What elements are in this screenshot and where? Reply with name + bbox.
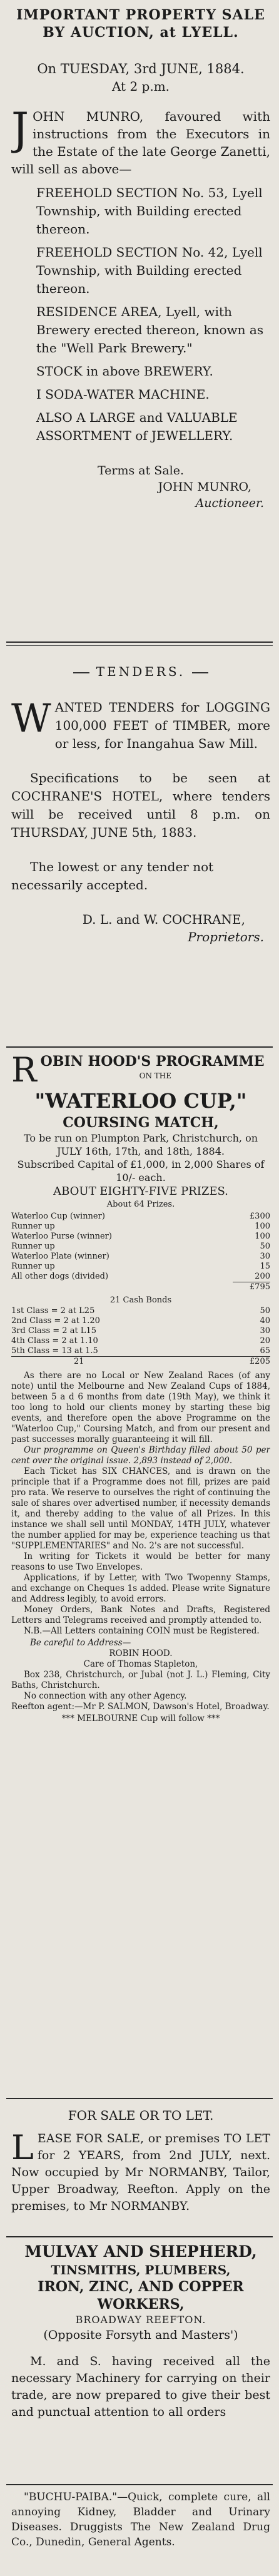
table-row	[11, 1336, 270, 1346]
mulvay-shepherd-ad	[11, 2242, 270, 2480]
bond-amount: 65	[260, 1346, 270, 1356]
dates-line: JULY 16th, 17th, and 18th, 1884.	[57, 1145, 225, 1157]
divider	[6, 1046, 273, 1048]
waterloo-cup-title: "WATERLOO CUP,"	[34, 1089, 247, 1113]
lot-item: FREEHOLD SECTION No. 42, Lyell Township, with Building erected thereon.	[36, 245, 263, 296]
prize-amount: £300	[249, 1212, 270, 1221]
bond-amount: 50	[260, 1306, 270, 1316]
table-row	[11, 1232, 270, 1242]
rule-right	[192, 672, 208, 673]
on-the-label: ON THE	[139, 1071, 172, 1080]
tenders-notice: The lowest or any tender not necessarily accepted.	[11, 859, 214, 892]
prize-table	[11, 1212, 270, 1292]
bond-label: 4th Class = 2 at 1.10	[11, 1336, 98, 1346]
prize-total: £795	[233, 1282, 270, 1293]
tenders-body-text: ANTED TENDERS for LOGGING 100,000 FEET of TIMBER, more or less, for Inangahua Saw Mill.	[54, 700, 270, 751]
prize-amount: 100	[255, 1232, 270, 1241]
auctioneer-title: Auctioneer.	[195, 496, 264, 510]
mulvay-body: M. and S. having received all the necessary Machinery for carrying on their trade, are now prepared to give their best and punctual attention to all orders	[11, 2354, 270, 2419]
lot-item: I SODA-WATER MACHINE.	[36, 387, 210, 402]
prize-amount: 15	[260, 1262, 270, 1271]
rule-left	[73, 672, 89, 673]
capital-line: Subscribed Capital of £1,000, in 2,000 Shares of 10/- each.	[17, 1158, 265, 1183]
table-row	[11, 1222, 270, 1232]
buchu-paiba-ad	[11, 2490, 270, 2575]
for-sale-ad	[11, 2107, 270, 2232]
lot-list	[11, 184, 270, 445]
dropcap-w: W	[11, 695, 51, 741]
mulvay-title: MULVAY AND SHEPHERD,	[24, 2242, 257, 2261]
robin-hood-ad	[11, 1053, 270, 1885]
dropcap-r: R	[11, 1053, 37, 1090]
prize-label: Runner up	[11, 1222, 55, 1231]
tenders-body	[11, 695, 270, 753]
sale-time: At 2 p.m.	[111, 79, 170, 94]
bond-label: 2nd Class = 2 at 1.20	[11, 1316, 100, 1326]
sale-date: On TUESDAY, 3rd JUNE, 1884.	[37, 61, 245, 76]
bond-amount: 20	[260, 1336, 270, 1346]
paragraph: Money Orders, Bank Notes and Drafts, Registered Letters and Telegrams received and promptly attended to.	[11, 1605, 270, 1625]
table-row	[11, 1316, 270, 1326]
programme-text	[11, 1371, 270, 1724]
prize-label: Waterloo Cup (winner)	[11, 1212, 105, 1221]
table-row	[11, 1272, 270, 1282]
melbourne-line: *** MELBOURNE Cup will follow ***	[61, 1714, 220, 1724]
table-row	[11, 1212, 270, 1222]
mulvay-location: BROADWAY REEFTON.	[75, 2314, 206, 2326]
table-row	[11, 1252, 270, 1262]
paragraph: In writing for Tickets it would be better for many reasons to use Two Envelopes.	[11, 1551, 270, 1572]
paragraph: As there are no Local or New Zealand Races (of any note) until the Melbourne and New Zealand Cups of 1884, between 5 a d 6 months from date (19th May), we think it too long to hold our clients money by starting these big events, and therefore open the above Programme on the "Waterloo Cup," Coursing Match, and from our present and past successes morally guaranteeing it will fill.	[11, 1371, 270, 1444]
paragraph: N.B.—All Letters containing COIN must be Registered.	[24, 1626, 260, 1636]
for-sale-body-text: EASE FOR SALE, or premises TO LET for 2 YEARS, from 2nd JULY, next. Now occupied by Mr NORMANBY, Tailor, Upper Broadway, Reefton. Apply on the premises, to Mr NORMANBY.	[11, 2132, 270, 2213]
prizes-sub: About 64 Prizes.	[106, 1200, 175, 1209]
for-sale-body	[11, 2130, 270, 2215]
table-row	[11, 1306, 270, 1316]
prize-amount: 100	[255, 1222, 270, 1231]
table-row	[11, 1346, 270, 1357]
paragraph: Our programme on Queen's Birthday filled about 50 per cent over the original issue. 2,893 instead of 2,000.	[11, 1445, 270, 1466]
divider	[6, 645, 273, 646]
dropcap-j: J	[11, 103, 29, 155]
table-row	[11, 1242, 270, 1252]
address-line: Box 238, Christchurch, or Jubal (not J. L.) Fleming, City Baths, Christchurch.	[11, 1670, 270, 1690]
paragraph: Applications, if by Letter, with Two Twopenny Stamps, and exchange on Cheques 1s added. Please write Signature and Address legibly, to avoid errors.	[11, 1573, 270, 1604]
table-row	[11, 1262, 270, 1272]
prize-label: All other dogs (divided)	[11, 1272, 109, 1282]
tenders-heading-text: TENDERS.	[96, 664, 186, 679]
prize-label: Waterloo Purse (winner)	[11, 1232, 112, 1241]
prize-label: Waterloo Plate (winner)	[11, 1252, 109, 1261]
tenders-specs: Specifications to be seen at COCHRANE'S HOTEL, where tenders will be received until 8 p.m. on THURSDAY, JUNE 5th, 1883.	[11, 770, 270, 840]
mulvay-sub: WORKERS,	[97, 2296, 185, 2313]
lot-item: FREEHOLD SECTION No. 53, Lyell Township, with Building erected thereon.	[36, 185, 263, 237]
property-sale-headline: IMPORTANT PROPERTY SALE BY AUCTION, at LYELL.	[16, 7, 265, 41]
tenders-signature-title: Proprietors.	[188, 929, 264, 944]
mulvay-opposite: (Opposite Forsyth and Masters')	[43, 2328, 238, 2342]
bond-label: 5th Class = 13 at 1.5	[11, 1346, 98, 1356]
be-careful-line: Be careful to Address—	[30, 1638, 131, 1648]
divider	[6, 2098, 273, 2099]
run-on-line: To be run on Plumpton Park, Christchurch, on	[23, 1132, 258, 1144]
dropcap-l: L	[11, 2128, 34, 2167]
bonds-count: 21	[11, 1357, 233, 1367]
bond-amount: 30	[260, 1326, 270, 1336]
bond-amount: 40	[260, 1316, 270, 1326]
buchu-body: "BUCHU-PAIBA."—Quick, complete cure, all annoying Kidney, Bladder and Urinary Diseases. Druggists The New Zealand Drug Co., Dunedin, General Agents.	[11, 2491, 270, 2548]
prize-amount: 200	[255, 1272, 270, 1281]
divider	[6, 2236, 273, 2237]
for-sale-heading: FOR SALE OR TO LET.	[68, 2108, 214, 2123]
bonds-heading: 21 Cash Bonds	[109, 1296, 172, 1305]
prizes-headline: ABOUT EIGHTY-FIVE PRIZES.	[53, 1185, 228, 1198]
terms-line: Terms at Sale.	[97, 464, 185, 478]
auctioneer-name: JOHN MUNRO,	[158, 480, 251, 494]
bond-label: 1st Class = 2 at L25	[11, 1306, 95, 1316]
sale-intro-text: OHN MUNRO, favoured with instructions from the Executors in the Estate of the late George Zanetti, will sell as above—	[11, 109, 270, 176]
robin-hood-title	[11, 1053, 270, 1090]
reefton-agent-line: Reefton agent:—Mr P. SALMON, Dawson's Hotel, Broadway.	[11, 1702, 270, 1712]
property-sale-ad	[11, 6, 270, 635]
coursing-match-subtitle: COURSING MATCH,	[63, 1115, 219, 1131]
prize-amount: 50	[260, 1242, 270, 1251]
mulvay-sub: TINSMITHS, PLUMBERS,	[51, 2262, 231, 2277]
table-row	[11, 1357, 270, 1367]
tenders-heading	[11, 663, 270, 680]
table-row	[11, 1326, 270, 1336]
robin-hood-title-text: OBIN HOOD'S PROGRAMME	[40, 1053, 265, 1070]
address-line: Care of Thomas Stapleton,	[83, 1659, 198, 1669]
tenders-ad	[11, 663, 270, 1039]
lot-item: ALSO A LARGE and VALUABLE ASSORTMENT of JEWELLERY.	[36, 410, 238, 443]
paragraph: Each Ticket has SIX CHANCES, and is drawn on the principle that if a Programme does not fill, prizes are paid pro rata. We reserve to ourselves the right of continuing the sale of shares over advertised number, if necessity demands it, and thereby adding to the value of all Prizes. In this instance we shall sell until MONDAY, 14TH JULY, whatever the number applied for may be, experience teaching us that "SUPPLEMENTARIES" and No. 2's are not successful.	[11, 1466, 270, 1551]
table-row	[11, 1282, 270, 1293]
sale-intro	[11, 103, 270, 178]
divider	[6, 2484, 273, 2485]
prize-label: Runner up	[11, 1242, 55, 1251]
bonds-total: £205	[233, 1357, 270, 1367]
divider	[6, 641, 273, 643]
address-name: ROBIN HOOD.	[109, 1648, 173, 1659]
bonds-table	[11, 1306, 270, 1367]
no-connection-line: No connection with any other Agency.	[24, 1691, 187, 1701]
tenders-signature: D. L. and W. COCHRANE,	[82, 912, 245, 927]
lot-item: RESIDENCE AREA, Lyell, with Brewery erected thereon, known as the "Well Park Brewery."	[36, 304, 264, 355]
prize-label: Runner up	[11, 1262, 55, 1271]
mulvay-sub: IRON, ZINC, AND COPPER	[38, 2279, 244, 2295]
prize-amount: 30	[260, 1252, 270, 1261]
lot-item: STOCK in above BREWERY.	[36, 364, 213, 379]
bond-label: 3rd Class = 2 at L15	[11, 1326, 96, 1336]
